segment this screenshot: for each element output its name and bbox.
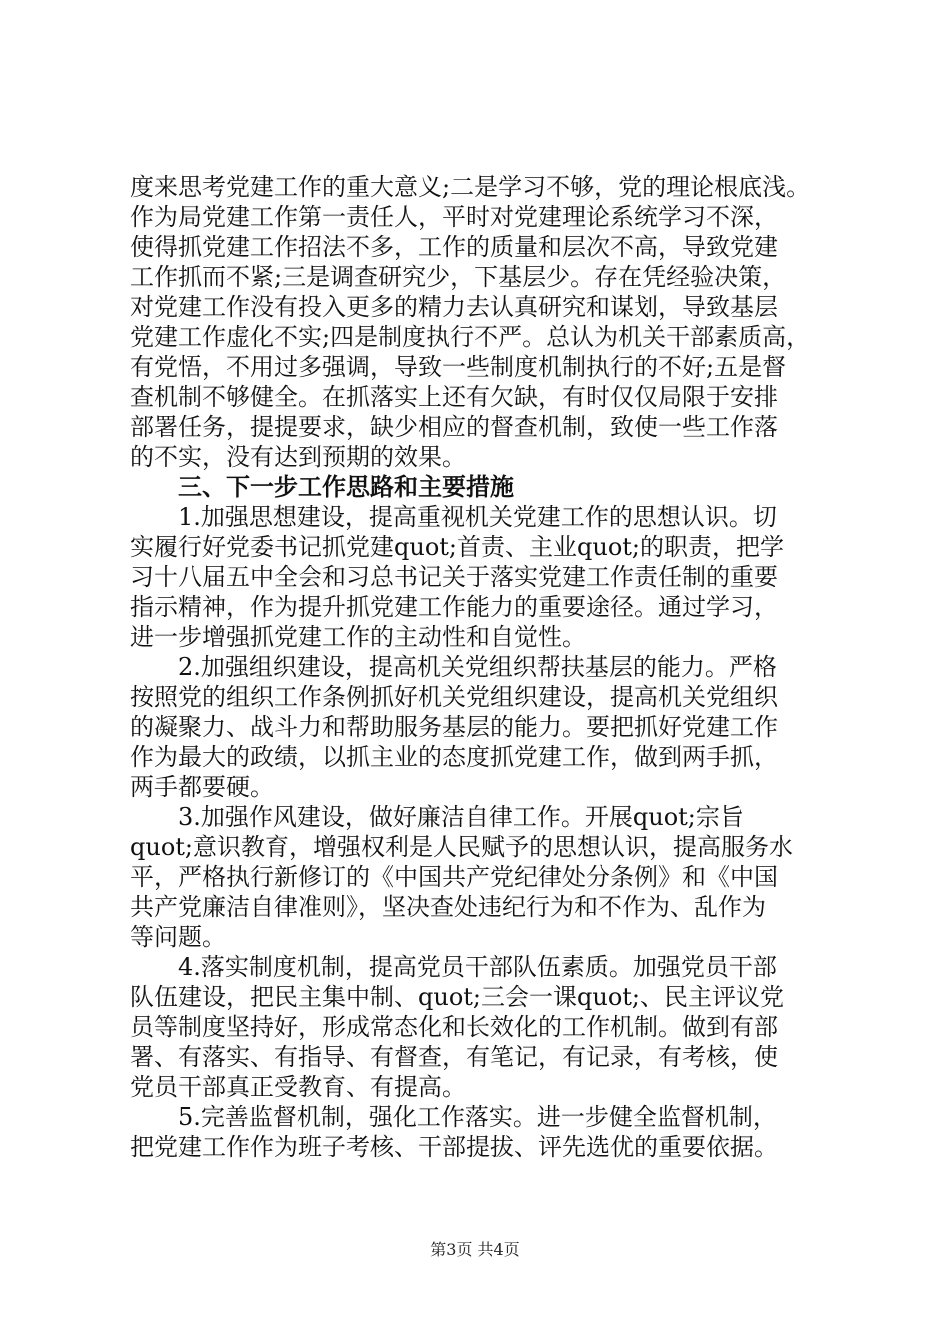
text-line: 党建工作虚化不实;四是制度执行不严。总认为机关干部素质高， <box>130 323 811 351</box>
text-line: 实履行好党委书记抓党建quot;首责、主业quot;的职责，把学 <box>130 533 784 561</box>
text-line: 部署任务，提提要求，缺少相应的督查机制，致使一些工作落 <box>130 413 778 441</box>
document-body <box>130 172 835 1162</box>
text-line: 习十八届五中全会和习总书记关于落实党建工作责任制的重要 <box>130 563 778 591</box>
text-line: 2.加强组织建设，提高机关党组织帮扶基层的能力。严格 <box>178 653 777 681</box>
text-line: 按照党的组织工作条例抓好机关党组织建设，提高机关党组织 <box>130 683 778 711</box>
text-line: 署、有落实、有指导、有督查，有笔记，有记录，有考核，使 <box>130 1043 778 1071</box>
text-line: 等问题。 <box>130 923 226 951</box>
text-line: quot;意识教育，增强权利是人民赋予的思想认识，提高服务水 <box>130 833 793 861</box>
text-line: 对党建工作没有投入更多的精力去认真研究和谋划，导致基层 <box>130 293 778 321</box>
text-line: 把党建工作作为班子考核、干部提拔、评先选优的重要依据。 <box>130 1133 778 1161</box>
text-line: 3.加强作风建设，做好廉洁自律工作。开展quot;宗旨 <box>178 803 744 831</box>
text-line: 两手都要硬。 <box>130 773 274 801</box>
text-line: 指示精神，作为提升抓党建工作能力的重要途径。通过学习， <box>130 593 778 621</box>
text-line: 4.落实制度机制，提高党员干部队伍素质。加强党员干部 <box>178 953 777 981</box>
text-line: 平，严格执行新修订的《中国共产党纪律处分条例》和《中国 <box>130 863 778 891</box>
text-line: 度来思考党建工作的重大意义;二是学习不够，党的理论根底浅。 <box>130 173 811 201</box>
text-line: 的凝聚力、战斗力和帮助服务基层的能力。要把抓好党建工作 <box>130 713 778 741</box>
text-line: 查机制不够健全。在抓落实上还有欠缺，有时仅仅局限于安排 <box>130 383 778 411</box>
text-line: 使得抓党建工作招法不多，工作的质量和层次不高，导致党建 <box>130 233 778 261</box>
text-line: 队伍建设，把民主集中制、quot;三会一课quot;、民主评议党 <box>130 983 784 1011</box>
text-line: 员等制度坚持好，形成常态化和长效化的工作机制。做到有部 <box>130 1013 778 1041</box>
text-line: 进一步增强抓党建工作的主动性和自觉性。 <box>130 623 586 651</box>
text-line: 工作抓而不紧;三是调查研究少，下基层少。存在凭经验决策， <box>130 263 787 291</box>
text-line: 的不实，没有达到预期的效果。 <box>130 443 466 471</box>
text-line: 共产党廉洁自律准则》，坚决查处违纪行为和不作为、乱作为 <box>130 893 766 921</box>
text-line: 1.加强思想建设，提高重视机关党建工作的思想认识。切 <box>178 503 777 531</box>
text-line: 5.完善监督机制，强化工作落实。进一步健全监督机制， <box>178 1103 777 1131</box>
section-heading: 三、下一步工作思路和主要措施 <box>178 473 514 501</box>
page-footer: 第3页 共4页 <box>430 1240 520 1259</box>
text-line: 作为局党建工作第一责任人，平时对党建理论系统学习不深， <box>130 203 778 231</box>
text-line: 党员干部真正受教育、有提高。 <box>130 1073 466 1101</box>
text-line: 作为最大的政绩，以抓主业的态度抓党建工作，做到两手抓， <box>130 743 778 771</box>
text-line: 有党悟，不用过多强调，导致一些制度机制执行的不好;五是督 <box>130 353 787 381</box>
